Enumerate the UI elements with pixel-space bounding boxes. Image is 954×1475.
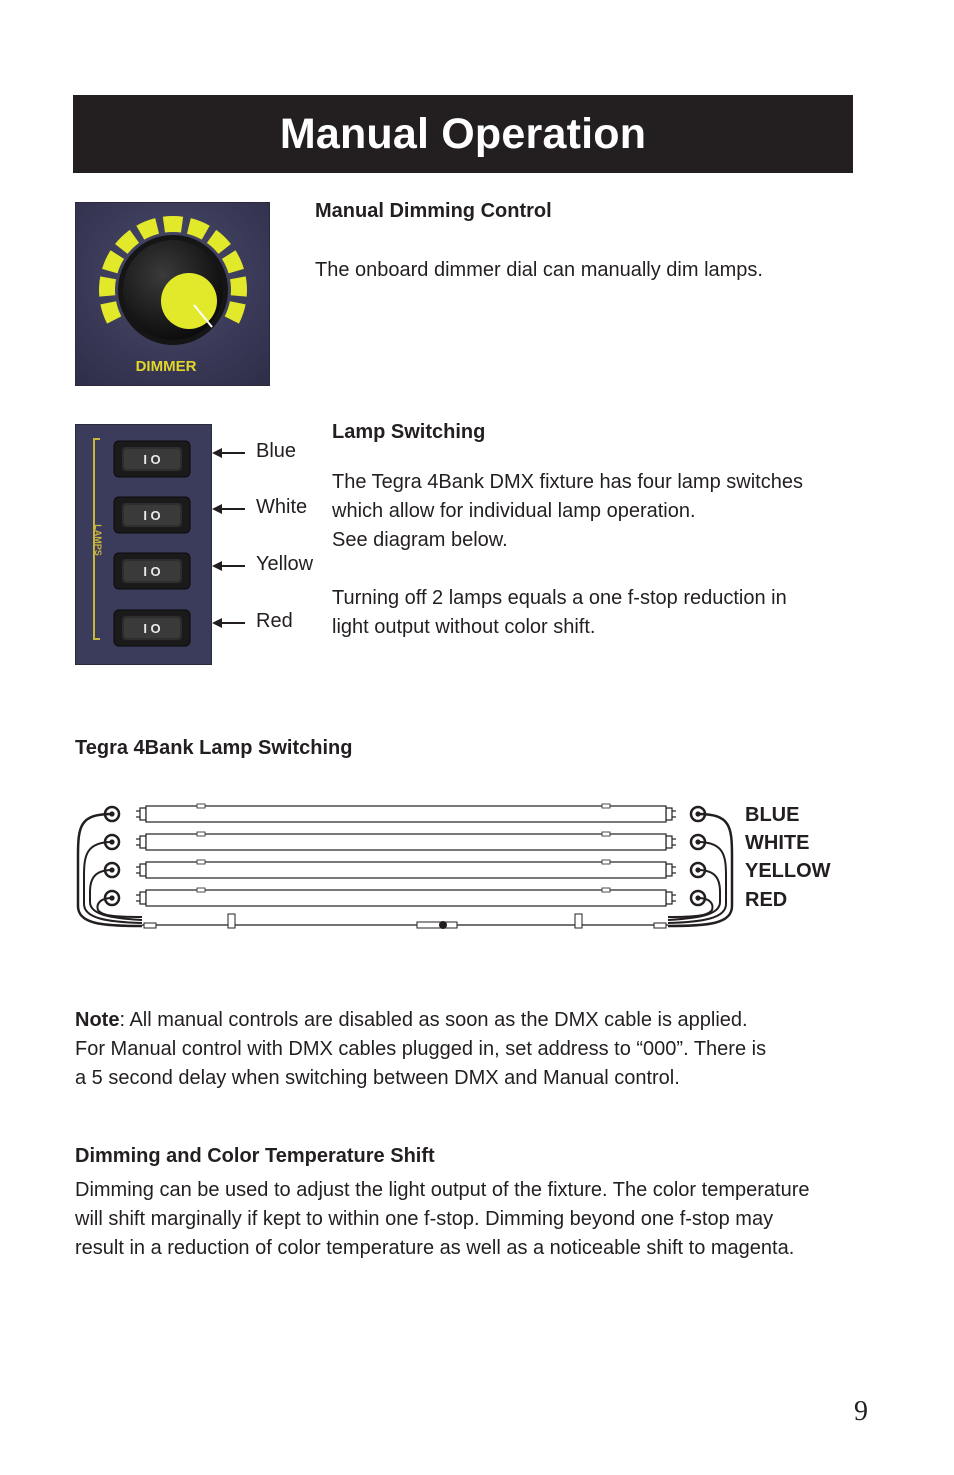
dimmer-scale-segment xyxy=(163,216,183,233)
lamp-switch-illustration xyxy=(76,425,211,664)
text-line: which allow for individual lamp operation. xyxy=(332,500,696,522)
switch-arrow-white xyxy=(212,502,246,521)
rocker-switch xyxy=(114,497,190,533)
dimmer-scale-segment xyxy=(99,276,116,296)
rocker-switch xyxy=(114,441,190,477)
text-line: Dimming can be used to adjust the light output of the fixture. The color temperature xyxy=(75,1179,810,1201)
diagram-heading: Tegra 4Bank Lamp Switching xyxy=(75,737,353,759)
dimmer-scale-segment xyxy=(230,276,247,296)
page-number: 9 xyxy=(854,1396,868,1427)
text-line: For Manual control with DMX cables plugged in, set address to “000”. There is xyxy=(75,1038,767,1060)
rocker-switch xyxy=(114,610,190,646)
switch-glyph: I O xyxy=(143,452,161,467)
switch-label-yellow: Yellow xyxy=(256,553,314,575)
text-line: light output without color shift. xyxy=(332,616,596,638)
arrow-left-icon xyxy=(212,446,246,460)
switch-label-blue: Blue xyxy=(256,440,297,462)
switch-glyph: I O xyxy=(143,508,161,523)
lamp-label-yellow: YELLOW xyxy=(745,860,831,882)
lamp-tube xyxy=(105,888,705,906)
switch-label-white: White xyxy=(256,496,308,518)
arrow-left-icon xyxy=(212,616,246,630)
rocker-switch xyxy=(114,553,190,589)
shift-paragraph xyxy=(75,1176,895,1263)
lamp-bank-diagram xyxy=(72,796,742,941)
switch-arrow-red xyxy=(212,616,246,635)
text-line: The Tegra 4Bank DMX fixture has four lamp switches xyxy=(332,471,803,493)
lamp-wiring-diagram xyxy=(72,796,742,936)
dimmer-photo xyxy=(75,202,270,386)
arrow-left-icon xyxy=(212,559,246,573)
switch-arrow-yellow xyxy=(212,559,246,578)
lamp-label-blue: BLUE xyxy=(745,804,800,826)
note-paragraph xyxy=(75,1006,875,1093)
text-line: will shift marginally if kept to within one f-stop. Dimming beyond one f-stop may xyxy=(75,1208,774,1230)
switch-label-red: Red xyxy=(256,610,293,632)
dimmer-label: DIMMER xyxy=(135,358,197,375)
lamp-label-white: WHITE xyxy=(745,832,810,854)
text-line: a 5 second delay when switching between DMX and Manual control. xyxy=(75,1067,680,1089)
dimming-text: The onboard dimmer dial can manually dim lamps. xyxy=(315,259,763,281)
lamps-panel-label: LAMPS xyxy=(93,524,103,556)
lamp-label-red: RED xyxy=(745,889,788,911)
note-label: Note xyxy=(75,1009,120,1031)
switch-glyph: I O xyxy=(143,564,161,579)
lamp-switching-para1 xyxy=(332,468,803,555)
lamp-tube xyxy=(105,832,705,850)
text-line: Turning off 2 lamps equals a one f-stop reduction in xyxy=(332,587,787,609)
arrow-left-icon xyxy=(212,502,246,516)
lamp-switching-para2 xyxy=(332,584,787,642)
lamp-switching-heading: Lamp Switching xyxy=(332,421,486,443)
page-title: Manual Operation xyxy=(279,109,647,158)
lamp-tube xyxy=(105,860,705,878)
title-bar xyxy=(73,95,853,173)
shift-heading: Dimming and Color Temperature Shift xyxy=(75,1145,435,1167)
text-line: See diagram below. xyxy=(332,529,508,551)
note-first-line: : All manual controls are disabled as soon as the DMX cable is applied. xyxy=(119,1009,748,1031)
text-line: result in a reduction of color temperature as well as a noticeable shift to magenta. xyxy=(75,1237,795,1259)
dimmer-dial-illustration xyxy=(76,203,269,385)
switch-arrow-blue xyxy=(212,446,246,465)
lamp-switch-panel xyxy=(75,424,212,665)
text-line xyxy=(75,1006,875,1035)
dimmer-knob-cap xyxy=(161,273,217,329)
lamp-tube xyxy=(105,804,705,822)
dimming-heading: Manual Dimming Control xyxy=(315,200,552,222)
switch-glyph: I O xyxy=(143,621,161,636)
